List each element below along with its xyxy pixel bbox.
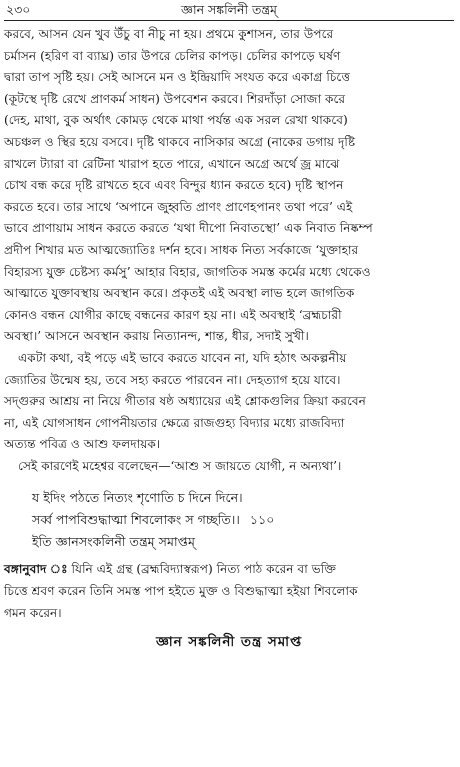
page-number: ২৩০ bbox=[6, 2, 31, 17]
verse-line-2-text: সর্ব্ব পাপবিশুদ্ধাত্মা শিবলোকং স গচ্ছতি।। bbox=[32, 512, 240, 528]
paragraph-2: একটা কথা, বই পড়ে এই ভাবে করতে যাবেন না, যদি হঠাৎ অকল্পনীয় জ্যোতির উন্মেষ হয়, তবে সহ্য করতে পারবেন না। দেহত্যাগ হয়ে যাবে। সদ্গুরুর আশ্রয় না নিয়ে গীতার ষষ্ঠ অধ্যায়ের এই শ্লোকগুলির ক্রিয়া করবেন না, এই যোগসাধন গোপনীয়তার ক্ষেত্রে রাজগুহ্য বিদ্যার মধ্যে রাজবিদ্যা অত্যন্ত পবিত্র ও আশু ফলদায়ক। bbox=[4, 350, 366, 452]
verse-block bbox=[32, 487, 454, 553]
translation-label: বঙ্গানুবাদ ঃ bbox=[4, 562, 68, 577]
verse-line-3: ইতি জ্ঞানসংকলিনী তন্ত্রম্ সমাপ্তম্ bbox=[32, 534, 195, 550]
translation-block bbox=[4, 559, 454, 624]
verse-line-2 bbox=[32, 509, 454, 531]
body-text bbox=[4, 24, 454, 477]
page-header bbox=[4, 0, 454, 21]
verse-number: ১১০ bbox=[249, 512, 275, 528]
paragraph-1: করবে, আসন যেন খুব উঁচু বা নীচু না হয়। প্রথমে কুশাসন, তার উপরে চর্মাসন (হরিণ বা ব্যাঘ্র) তার উপরে চেলির কাপড়। চেলির কাপড়ে ঘর্ষণ দ্বারা তাপ সৃষ্টি হয়। সেই আসনে মন ও ইন্দ্রিয়াদি সংযত করে একাগ্র চিত্তে (কূটস্থে দৃষ্টি রেখে প্রাণকর্ম সাধন) উপবেশন করবে। শিরদাঁড়া সোজা করে (দেহ, মাথা, বুক অর্থাৎ কোমড় থেকে মাথা পর্যন্ত এক সরল রেখা থাকবে) অচঞ্চল ও স্থির হয়ে বসবে। দৃষ্টি থাকবে নাসিকার অগ্রে (নাকের ডগায় দৃষ্টি রাখলে ট্যারা বা রেটিনা খারাপ হতে পারে, এখানে অগ্রে অর্থে জ্র মাঝে চোখ বন্ধ করে দৃষ্টি রাখতে হবে এবং বিন্দুর ধ্যান করতে হবে) দৃষ্টি স্থাপন করতে হবে। তার সাথে ‘অপানে জুহ্বতি প্রাণং প্রাণেহপানং তথা পরে’ এই ভাবে প্রাণায়াম সাধন করতে করতে ‘যথা দীপো নিবাতস্থো’ এক নিবাত নিষ্কম্প প্রদীপ শিখার মত আত্মজ্যোতিঃ দর্শন হবে। সাধক নিত্য সর্বকাজে ‘যুক্তাহার বিহারস্য যুক্ত চেষ্টস্য কর্মসু’ আহার বিহার, জাগতিক সমস্ত কর্মের মধ্যে থেকেও আত্মাতে যুক্তাবস্থায় অবস্থান করে। প্রকৃতই এই অবস্থা লাভ হলে জাগতিক কোনও বন্ধন যোগীর কাছে বন্ধনের কারণ হয় না। এই অবস্থাই ‘ব্রহ্মচারী অবস্থা।’ আসনে অবস্থান করায় নিত্যানন্দ, শান্ত, ধীর, সদাই সুখী। bbox=[4, 27, 373, 344]
translation-text: যিনি এই গ্রন্থ (ব্রহ্মবিদ্যাস্বরূপ) নিত্য পাঠ করেন বা ভক্তি চিত্তে শ্রবণ করেন তিনি সমস্ত পাপ হইতে মুক্ত ও বিশুদ্ধাত্মা হইয়া শিবলোক গমন করেন। bbox=[4, 562, 358, 620]
verse-line-1: য ইদিং পঠতে নিত্যং শৃণোতি চ দিনে দিনে। bbox=[32, 490, 243, 506]
closing-title: জ্ঞান সঙ্কলিনী তন্ত্র সমাপ্ত bbox=[155, 634, 303, 651]
paragraph-3: সেই কারণেই মহেশ্বর বলেছেন—‘আশু স জায়তে যোগী, ন অন্যথা’। bbox=[18, 458, 342, 473]
translation-paragraph bbox=[4, 559, 454, 624]
running-title: জ্ঞান সঙ্কলিনী তন্ত্রম্ bbox=[181, 2, 277, 17]
